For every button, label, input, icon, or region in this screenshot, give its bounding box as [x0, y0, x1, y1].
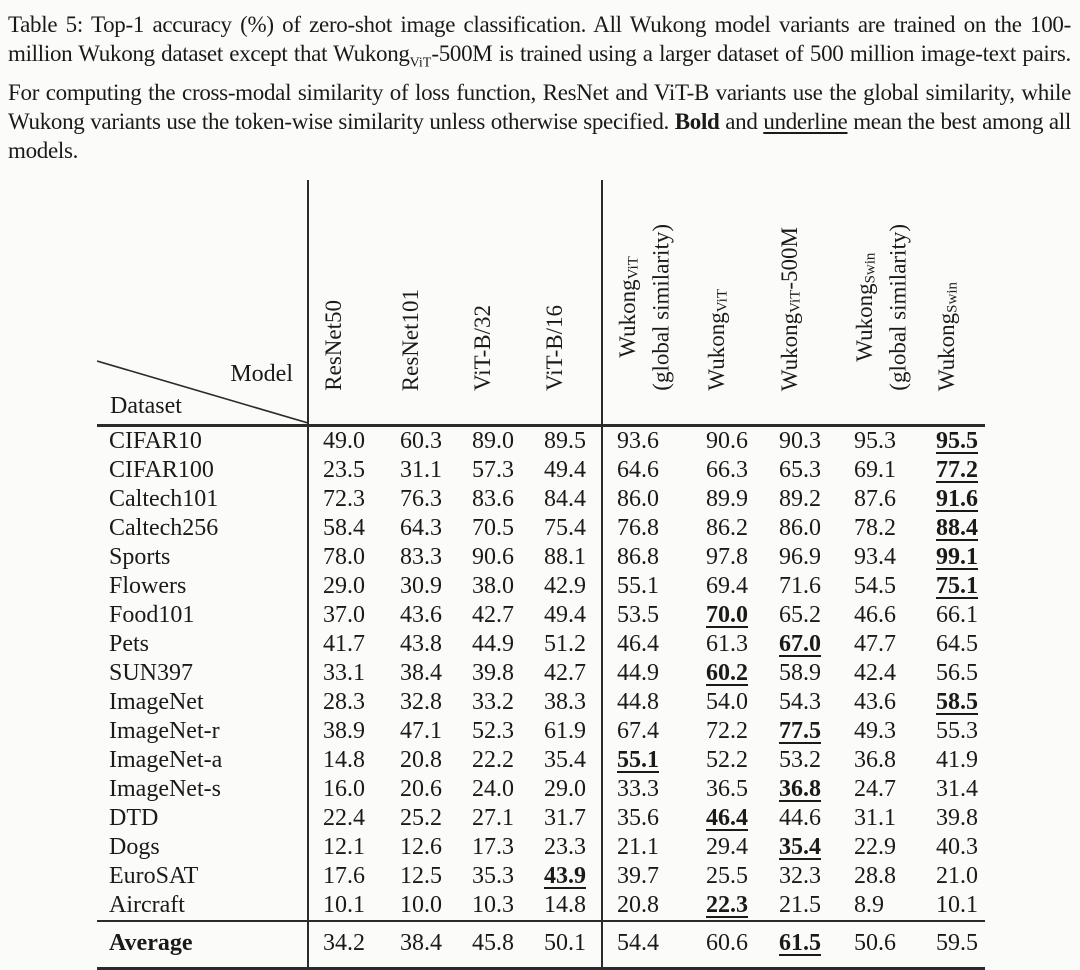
dataset-name: Caltech101 [109, 486, 219, 512]
header-row [97, 180, 985, 426]
accuracy-value: 60.3 [400, 428, 442, 454]
accuracy-value: 39.7 [602, 862, 692, 891]
column-label-subscript: Swin [862, 253, 879, 284]
accuracy-value: 58.9 [779, 660, 821, 686]
accuracy-value: 32.8 [400, 689, 442, 715]
accuracy-value: 43.6 [400, 602, 442, 628]
accuracy-value: 54.5 [854, 573, 896, 599]
results-table-body [97, 426, 985, 969]
accuracy-value: 47.1 [400, 718, 442, 744]
accuracy-value: 75.4 [544, 515, 586, 541]
dataset-name: ImageNet [109, 689, 204, 715]
accuracy-value: 89.9 [706, 486, 748, 512]
accuracy-value: 14.8 [308, 746, 386, 775]
dataset-row [97, 804, 985, 833]
accuracy-value: 88.1 [544, 544, 586, 570]
accuracy-value: 53.2 [779, 747, 821, 773]
accuracy-value: 25.2 [400, 805, 442, 831]
accuracy-value: 45.8 [458, 921, 530, 969]
accuracy-value: 46.4 [706, 805, 748, 831]
accuracy-value: 36.5 [706, 776, 748, 802]
accuracy-value: 86.0 [602, 485, 692, 514]
accuracy-value: 49.3 [854, 718, 896, 744]
accuracy-value: 43.9 [544, 863, 586, 889]
accuracy-value: 83.6 [472, 486, 514, 512]
accuracy-value: 44.9 [602, 659, 692, 688]
accuracy-value: 47.7 [854, 631, 896, 657]
accuracy-value: 55.1 [602, 572, 692, 601]
accuracy-value: 17.6 [308, 862, 386, 891]
column-label: ResNet101 [398, 288, 423, 391]
accuracy-value: 95.3 [854, 428, 896, 454]
accuracy-value: 67.0 [779, 631, 821, 657]
dataset-row [97, 426, 985, 457]
accuracy-value: 51.2 [544, 631, 586, 657]
accuracy-value: 22.9 [854, 834, 896, 860]
column-label-suffix: -500M [777, 226, 802, 290]
column-label-subscript: Swin [944, 281, 961, 313]
accuracy-value: 40.3 [936, 834, 978, 860]
accuracy-value: 50.1 [530, 921, 602, 969]
accuracy-value: 33.1 [308, 659, 386, 688]
accuracy-value: 36.8 [779, 776, 821, 802]
accuracy-value: 44.9 [472, 631, 514, 657]
dataset-name: CIFAR100 [109, 457, 214, 483]
dataset-row [97, 485, 985, 514]
column-label: Wukong [852, 283, 877, 363]
dataset-name: Sports [109, 544, 171, 570]
accuracy-value: 76.8 [602, 514, 692, 543]
accuracy-value: 38.9 [308, 717, 386, 746]
results-table [97, 180, 985, 970]
column-label: ResNet50 [321, 300, 346, 391]
accuracy-value: 10.3 [472, 892, 514, 918]
accuracy-value: 65.3 [779, 457, 821, 483]
column-label-subscript: ViT [625, 256, 642, 281]
column-header-wukong-swin [922, 180, 985, 426]
accuracy-value: 58.5 [936, 689, 978, 715]
accuracy-value: 21.5 [779, 892, 821, 918]
accuracy-value: 71.6 [779, 573, 821, 599]
accuracy-value: 89.0 [472, 428, 514, 454]
dataset-row [97, 543, 985, 572]
dataset-name: ImageNet-r [109, 718, 220, 744]
accuracy-value: 36.8 [854, 747, 896, 773]
accuracy-value: 86.2 [706, 515, 748, 541]
dataset-name: Flowers [109, 573, 187, 599]
accuracy-value: 29.0 [308, 572, 386, 601]
dataset-row [97, 630, 985, 659]
accuracy-value: 12.5 [400, 863, 442, 889]
accuracy-value: 89.5 [544, 428, 586, 454]
accuracy-value: 41.9 [936, 747, 978, 773]
column-label-subscript: ViT [787, 289, 804, 313]
column-label: Wukong [615, 280, 640, 359]
accuracy-value: 90.6 [472, 544, 514, 570]
dataset-name: DTD [109, 805, 159, 831]
accuracy-value: 28.8 [854, 863, 896, 889]
column-header-resnet101 [386, 180, 458, 426]
dataset-name: Caltech256 [109, 515, 219, 541]
average-row [97, 921, 985, 969]
accuracy-value: 64.3 [400, 515, 442, 541]
accuracy-value: 49.4 [544, 457, 586, 483]
accuracy-value: 52.3 [472, 718, 514, 744]
dataset-name: Average [97, 921, 308, 969]
column-label: Wukong [704, 312, 729, 391]
accuracy-value: 32.3 [779, 863, 821, 889]
accuracy-value: 86.0 [779, 515, 821, 541]
caption-text: Table 5: Top-1 accuracy (%) of zero-shot image classification. All Wukong model variants are trained on the 100-million Wukong dataset except that Wukong [8, 12, 1071, 66]
accuracy-value: 20.8 [602, 891, 692, 921]
accuracy-value: 43.8 [400, 631, 442, 657]
accuracy-value: 14.8 [544, 892, 586, 918]
accuracy-value: 23.5 [308, 456, 386, 485]
accuracy-value: 66.1 [936, 602, 978, 628]
accuracy-value: 59.5 [922, 921, 985, 969]
accuracy-value: 52.2 [706, 747, 748, 773]
caption-text: mean the best among all models. [8, 108, 1071, 163]
dataset-row [97, 601, 985, 630]
accuracy-value: 90.6 [706, 428, 748, 454]
accuracy-value: 54.4 [602, 921, 692, 969]
accuracy-value: 10.1 [308, 891, 386, 921]
accuracy-value: 72.3 [308, 485, 386, 514]
accuracy-value: 70.5 [472, 515, 514, 541]
accuracy-value: 42.7 [472, 602, 514, 628]
accuracy-value: 10.1 [936, 892, 978, 918]
accuracy-value: 61.3 [706, 631, 748, 657]
accuracy-value: 86.8 [602, 543, 692, 572]
accuracy-value: 34.2 [308, 921, 386, 969]
accuracy-value: 22.2 [472, 747, 514, 773]
accuracy-value: 95.5 [936, 428, 978, 454]
accuracy-value: 38.4 [400, 660, 442, 686]
accuracy-value: 38.4 [386, 921, 458, 969]
dataset-row [97, 746, 985, 775]
accuracy-value: 41.7 [308, 630, 386, 659]
dataset-name: CIFAR10 [109, 428, 202, 454]
accuracy-value: 31.1 [854, 805, 896, 831]
accuracy-value: 31.7 [544, 805, 586, 831]
accuracy-value: 35.4 [544, 747, 586, 773]
accuracy-value: 20.8 [400, 747, 442, 773]
dataset-row [97, 775, 985, 804]
accuracy-value: 78.0 [308, 543, 386, 572]
dataset-row [97, 659, 985, 688]
dataset-name: Pets [109, 631, 150, 657]
caption-bold-word: Bold [674, 108, 720, 134]
column-header-resnet50 [308, 180, 386, 426]
accuracy-value: 20.6 [400, 776, 442, 802]
accuracy-value: 42.4 [854, 660, 896, 686]
accuracy-value: 97.8 [706, 544, 748, 570]
column-header-wukong-vit-500m [765, 180, 840, 426]
accuracy-value: 57.3 [472, 457, 514, 483]
dataset-row [97, 717, 985, 746]
accuracy-value: 78.2 [854, 515, 896, 541]
caption-text: and [719, 108, 764, 134]
accuracy-value: 28.3 [308, 688, 386, 717]
dataset-axis-label: Dataset [110, 393, 182, 419]
accuracy-value: 46.4 [602, 630, 692, 659]
accuracy-value: 56.5 [936, 660, 978, 686]
dataset-name: Food101 [109, 602, 195, 628]
column-header-wukong-swin-global [840, 180, 922, 426]
column-header-wukong-vit [692, 180, 765, 426]
accuracy-value: 38.0 [472, 573, 514, 599]
accuracy-value: 76.3 [400, 486, 442, 512]
accuracy-value: 27.1 [472, 805, 514, 831]
accuracy-value: 39.8 [936, 805, 978, 831]
dataset-name: ImageNet-s [109, 776, 221, 802]
dataset-name: ImageNet-a [109, 747, 223, 773]
accuracy-value: 60.2 [706, 660, 748, 686]
column-label-line2: (global similarity) [648, 224, 674, 391]
accuracy-value: 37.0 [308, 601, 386, 630]
accuracy-value: 35.4 [779, 834, 821, 860]
column-label: ViT-B/32 [470, 305, 495, 391]
accuracy-value: 21.1 [602, 833, 692, 862]
accuracy-value: 58.4 [308, 514, 386, 543]
dataset-name: SUN397 [109, 660, 194, 686]
accuracy-value: 75.1 [936, 573, 978, 599]
column-label: Wukong [934, 312, 959, 391]
table-caption [8, 10, 1071, 165]
accuracy-value: 44.8 [602, 688, 692, 717]
caption-subscript-vit: ViT [409, 55, 432, 71]
accuracy-value: 89.2 [779, 486, 821, 512]
accuracy-value: 24.7 [854, 776, 896, 802]
accuracy-value: 12.1 [308, 833, 386, 862]
caption-underline-word: underline [763, 108, 848, 134]
accuracy-value: 50.6 [840, 921, 922, 969]
accuracy-value: 31.4 [936, 776, 978, 802]
dataset-row [97, 891, 985, 921]
model-axis-label: Model [230, 361, 293, 387]
accuracy-value: 31.1 [400, 457, 442, 483]
accuracy-value: 54.3 [779, 689, 821, 715]
accuracy-value: 88.4 [936, 515, 978, 541]
corner-cell [97, 180, 308, 426]
dataset-row [97, 456, 985, 485]
accuracy-value: 38.3 [544, 689, 586, 715]
accuracy-value: 61.9 [544, 718, 586, 744]
accuracy-value: 72.2 [706, 718, 748, 744]
accuracy-value: 10.0 [400, 892, 442, 918]
accuracy-value: 42.7 [544, 660, 586, 686]
accuracy-value: 96.9 [779, 544, 821, 570]
accuracy-value: 46.6 [854, 602, 896, 628]
accuracy-value: 29.0 [544, 776, 586, 802]
column-label: Wukong [777, 312, 802, 391]
accuracy-value: 70.0 [706, 602, 748, 628]
accuracy-value: 91.6 [936, 486, 978, 512]
accuracy-value: 83.3 [400, 544, 442, 570]
accuracy-value: 90.3 [779, 428, 821, 454]
accuracy-value: 23.3 [544, 834, 586, 860]
accuracy-value: 8.9 [854, 892, 884, 918]
dataset-row [97, 572, 985, 601]
accuracy-value: 17.3 [472, 834, 514, 860]
accuracy-value: 33.3 [602, 775, 692, 804]
accuracy-value: 22.4 [308, 804, 386, 833]
dataset-row [97, 833, 985, 862]
accuracy-value: 25.5 [706, 863, 748, 889]
dataset-row [97, 688, 985, 717]
accuracy-value: 61.5 [765, 921, 840, 969]
accuracy-value: 24.0 [472, 776, 514, 802]
accuracy-value: 60.6 [692, 921, 765, 969]
accuracy-value: 87.6 [854, 486, 896, 512]
accuracy-value: 30.9 [400, 573, 442, 599]
accuracy-value: 99.1 [936, 544, 978, 570]
accuracy-value: 43.6 [854, 689, 896, 715]
accuracy-value: 84.4 [544, 486, 586, 512]
accuracy-value: 42.9 [544, 573, 586, 599]
accuracy-value: 35.6 [602, 804, 692, 833]
accuracy-value: 64.6 [602, 456, 692, 485]
accuracy-value: 55.1 [602, 746, 692, 775]
accuracy-value: 66.3 [706, 457, 748, 483]
accuracy-value: 69.4 [706, 573, 748, 599]
accuracy-value: 39.8 [472, 660, 514, 686]
accuracy-value: 44.6 [779, 805, 821, 831]
accuracy-value: 65.2 [779, 602, 821, 628]
accuracy-value: 77.5 [779, 718, 821, 744]
column-label-subscript: ViT [714, 289, 731, 313]
accuracy-value: 16.0 [308, 775, 386, 804]
accuracy-value: 49.4 [544, 602, 586, 628]
column-header-vitb16 [530, 180, 602, 426]
accuracy-value: 49.0 [308, 426, 386, 457]
dataset-name: EuroSAT [109, 863, 199, 889]
accuracy-value: 64.5 [936, 631, 978, 657]
dataset-row [97, 514, 985, 543]
accuracy-value: 54.0 [706, 689, 748, 715]
column-label: ViT-B/16 [542, 305, 567, 391]
caption-text: -500M is trained using a larger dataset of 500 million image-text pairs. For computing the cross-modal similarity of loss function, ResNet and ViT-B variants use the global similarity, while Wukong variants use the token-wise similarity unless otherwise specified. [8, 41, 1071, 134]
column-label-line2: (global similarity) [885, 224, 911, 391]
accuracy-value: 69.1 [854, 457, 896, 483]
accuracy-value: 67.4 [602, 717, 692, 746]
accuracy-value: 22.3 [706, 892, 748, 918]
dataset-name: Aircraft [109, 892, 185, 918]
accuracy-value: 33.2 [472, 689, 514, 715]
dataset-row [97, 862, 985, 891]
accuracy-value: 93.6 [602, 426, 692, 457]
accuracy-value: 29.4 [706, 834, 748, 860]
accuracy-value: 21.0 [936, 863, 978, 889]
column-header-wukong-vit-global [602, 180, 692, 426]
accuracy-value: 77.2 [936, 457, 978, 483]
accuracy-value: 53.5 [602, 601, 692, 630]
accuracy-value: 93.4 [854, 544, 896, 570]
dataset-name: Dogs [109, 834, 160, 860]
accuracy-value: 35.3 [472, 863, 514, 889]
column-header-vitb32 [458, 180, 530, 426]
accuracy-value: 12.6 [400, 834, 442, 860]
accuracy-value: 55.3 [936, 718, 978, 744]
